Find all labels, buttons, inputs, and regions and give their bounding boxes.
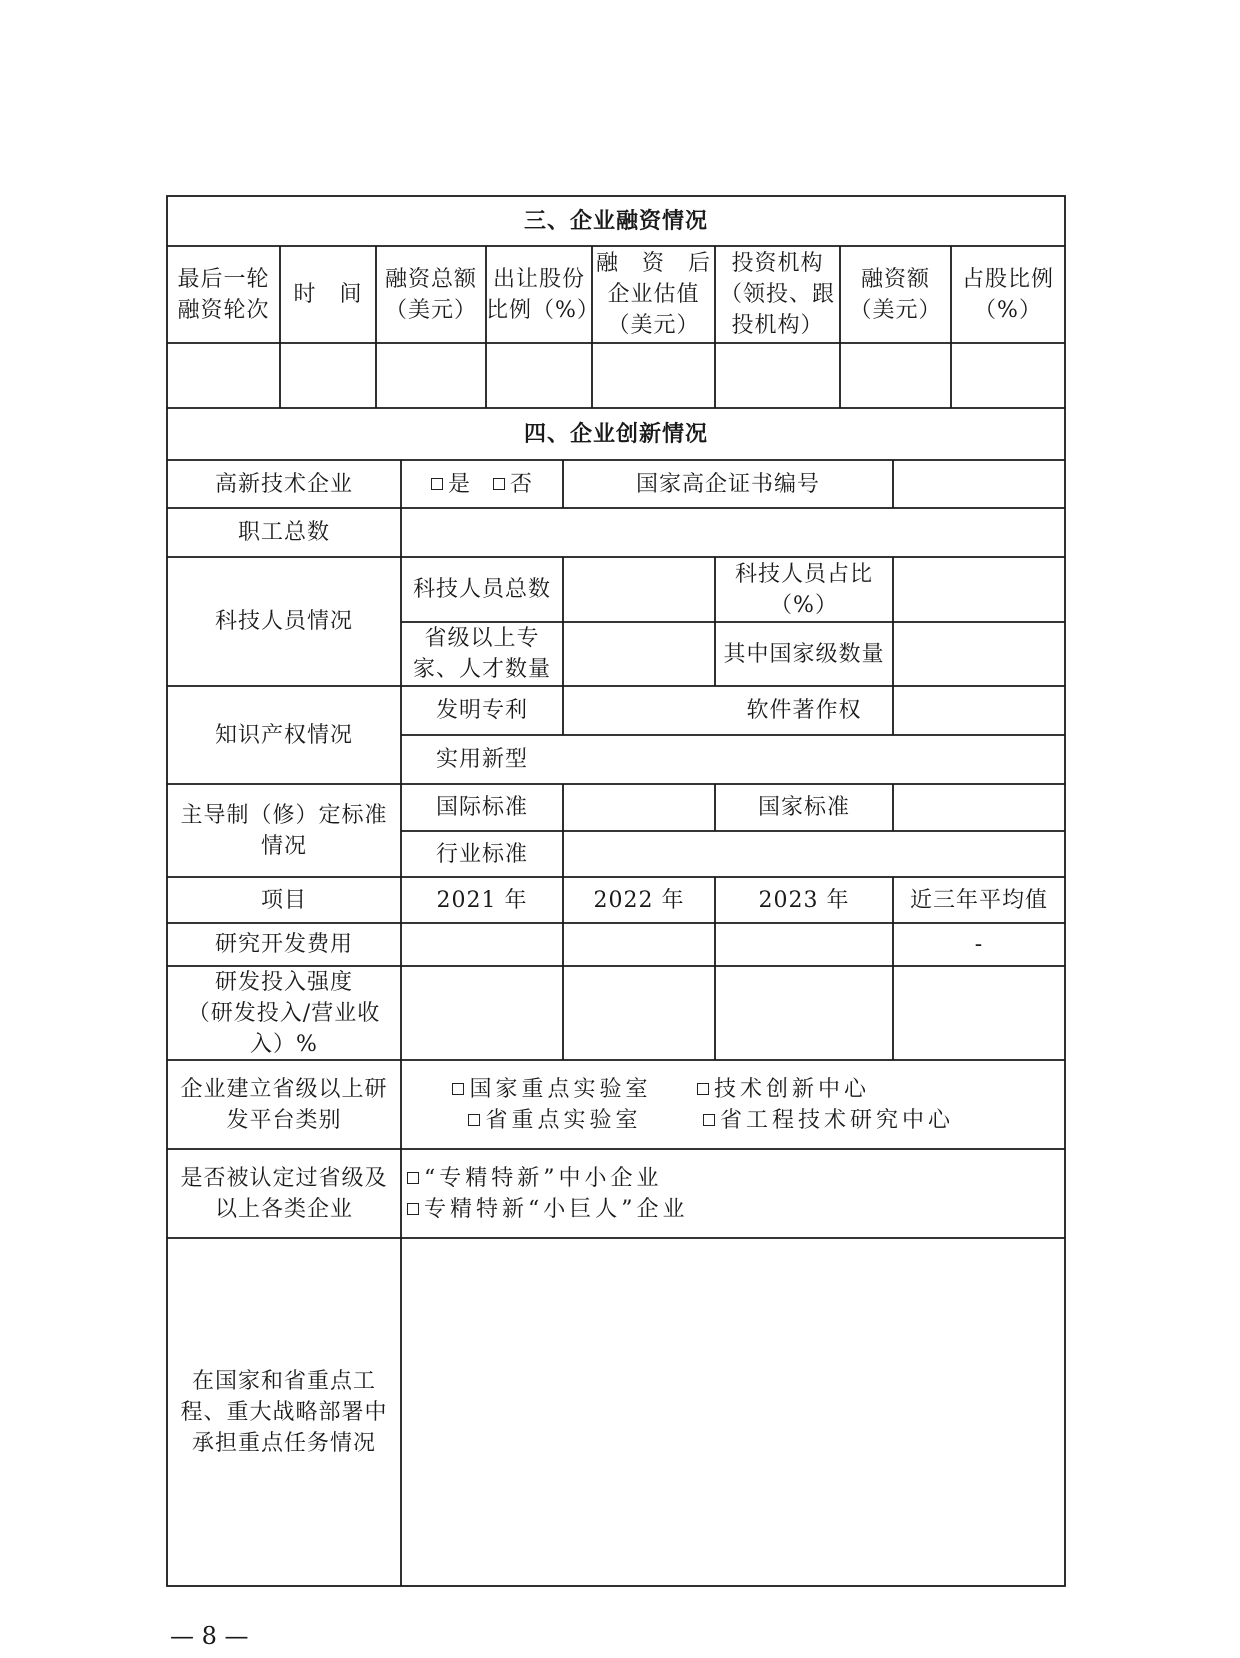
rd-intensity-label: 研发投入强度 （研发投入/营业收 入）%: [187, 969, 381, 1057]
engineering-center-checkbox[interactable]: 省工程技术研究中心: [703, 1105, 954, 1136]
page-number: — 8 —: [170, 1622, 249, 1650]
header-investors: 投资机构 （领投、跟 投机构）: [719, 251, 835, 338]
checkbox-icon: [452, 1083, 464, 1095]
key-tasks-input[interactable]: [401, 1238, 1065, 1586]
platform-options: [401, 1060, 1065, 1149]
rd-cost-label: 研究开发费用: [214, 932, 353, 957]
checkbox-icon: [697, 1083, 709, 1095]
header-time: 时 间: [293, 282, 363, 307]
provincial-lab-checkbox[interactable]: 省重点实验室: [407, 1105, 703, 1136]
checkbox-icon: [407, 1172, 419, 1184]
checkbox-icon: [703, 1114, 715, 1126]
national-standard-label: 国家标准: [757, 795, 850, 820]
header-total-financing: 融资总额 （美元）: [384, 266, 477, 323]
national-level-label: 其中国家级数量: [723, 641, 885, 667]
tech-innovation-center-checkbox[interactable]: 技术创新中心: [697, 1074, 870, 1105]
header-post-valuation: 融 资 后 企业估值 （美元）: [595, 251, 711, 338]
checkbox-icon: [468, 1114, 480, 1126]
tech-staff-total-label: 科技人员总数: [412, 577, 551, 602]
recognized-options: [401, 1149, 1065, 1238]
high-tech-options[interactable]: [401, 460, 563, 508]
ip-label: 知识产权情况: [214, 722, 353, 748]
industry-standard-label: 行业标准: [435, 841, 528, 867]
high-tech-label: 高新技术企业: [214, 471, 353, 497]
software-copyright-label: 软件著作权: [746, 698, 862, 723]
header-last-round: 最后一轮 融资轮次: [177, 266, 270, 323]
checkbox-icon: [493, 478, 505, 490]
header-share-ratio: 出让股份 比例（%）: [486, 266, 600, 323]
year-2021-header: 2021 年: [436, 887, 528, 913]
key-tasks-label: 在国家和省重点工 程、重大战略部署中 承担重点任务情况: [180, 1368, 388, 1456]
rd-cost-average: -: [974, 932, 984, 957]
standards-label: 主导制（修）定标准 情况: [180, 802, 388, 859]
year-2022-header: 2022 年: [593, 887, 685, 913]
staff-total-label: 职工总数: [237, 520, 330, 545]
little-giant-checkbox[interactable]: 专精特新“小巨人”企业: [407, 1194, 689, 1225]
header-amount: 融资额 （美元）: [849, 266, 942, 323]
cert-number-label: 国家高企证书编号: [635, 471, 820, 497]
platform-label: 企业建立省级以上研 发平台类别: [180, 1076, 388, 1133]
header-equity-ratio: 占股比例 （%）: [961, 266, 1054, 323]
national-lab-checkbox[interactable]: 国家重点实验室: [407, 1074, 697, 1105]
year-2023-header: 2023 年: [758, 887, 850, 913]
invention-patent-label: 发明专利: [435, 698, 528, 723]
tech-staff-label: 科技人员情况: [214, 609, 353, 634]
utility-model-label: 实用新型: [435, 747, 528, 772]
international-standard-label: 国际标准: [435, 795, 528, 820]
section4-title: 四、企业创新情况: [523, 420, 708, 447]
checkbox-icon: [407, 1203, 419, 1215]
three-year-average-header: 近三年平均值: [909, 887, 1048, 913]
experts-label: 省级以上专 家、人才数量: [412, 626, 551, 682]
yes-checkbox[interactable]: 是: [431, 469, 471, 500]
checkbox-icon: [431, 478, 443, 490]
tech-staff-ratio-label: 科技人员占比 （%）: [734, 561, 873, 618]
section3-title: 三、企业融资情况: [523, 207, 708, 234]
specialized-sme-checkbox[interactable]: “专精特新”中小企业: [407, 1163, 663, 1194]
no-checkbox[interactable]: 否: [493, 469, 533, 500]
item-header: 项目: [260, 887, 307, 913]
recognized-label: 是否被认定过省级及 以上各类企业: [180, 1165, 388, 1222]
